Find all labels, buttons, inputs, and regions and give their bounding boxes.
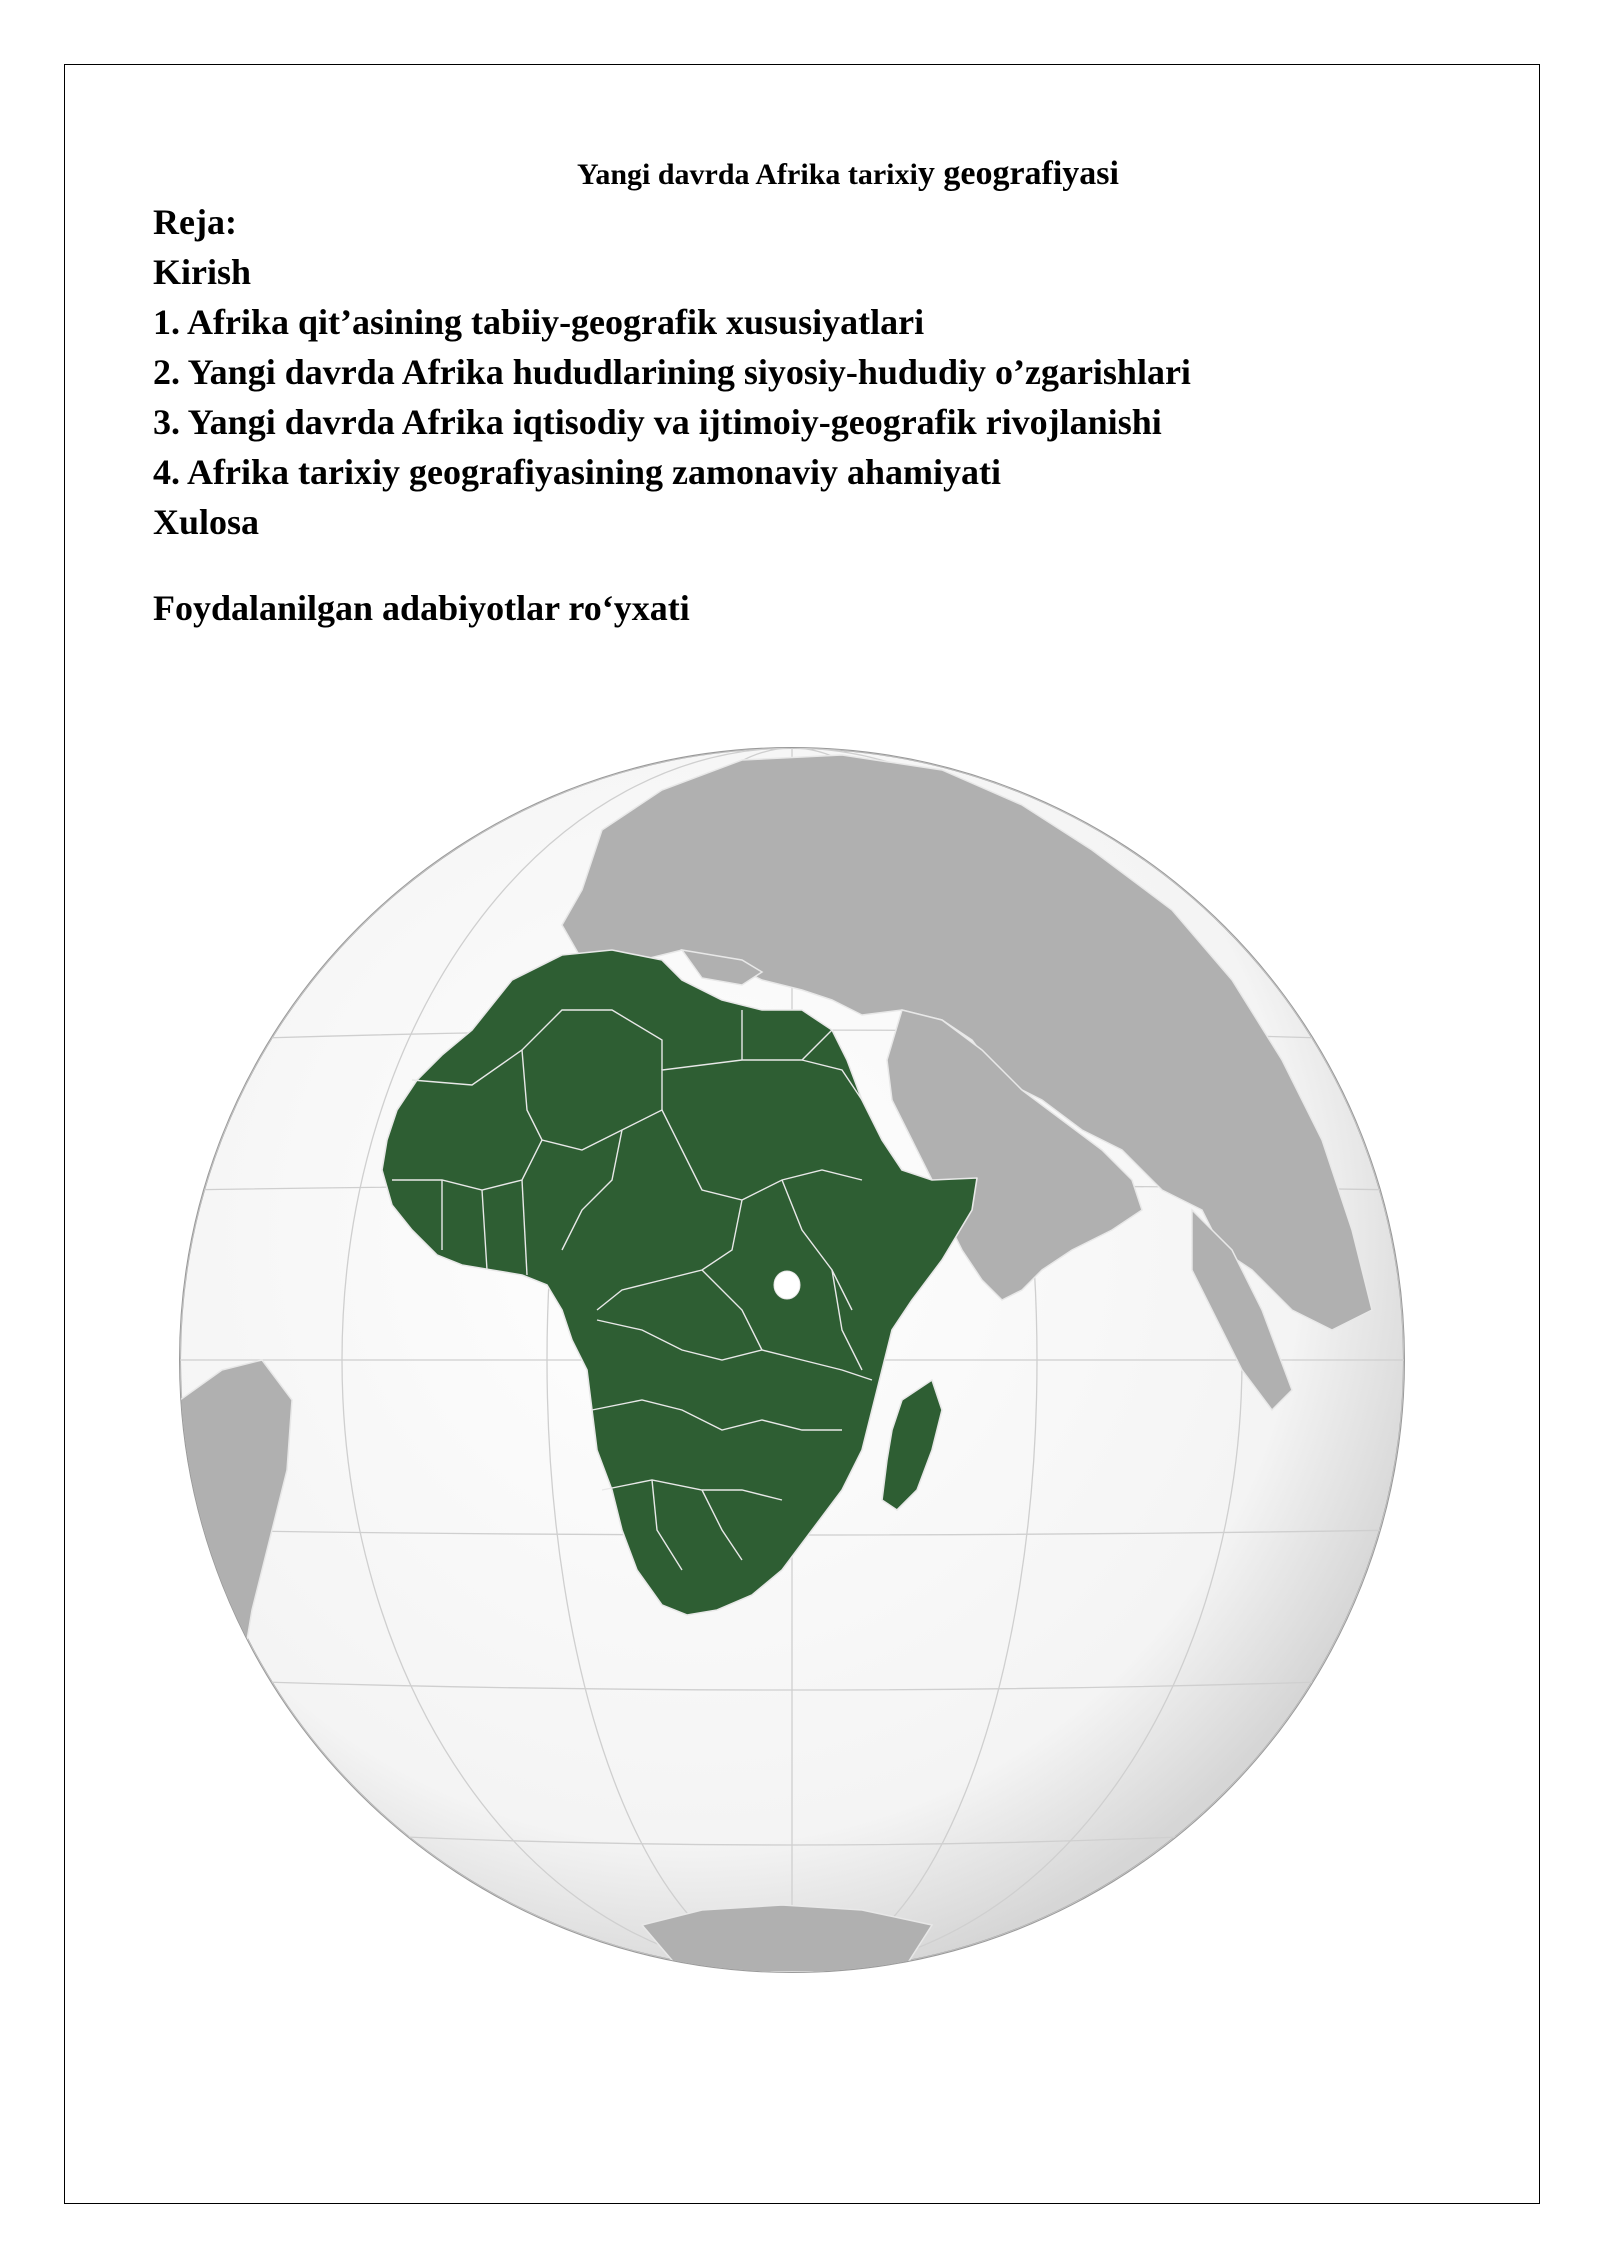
plan-item-4: 4. Afrika tarixiy geografiyasining zamonaviy ahamiyati <box>153 452 1001 492</box>
plan-item-conclusion: Xulosa <box>153 502 260 542</box>
plan-heading: Reja: <box>153 202 237 242</box>
plan-item-references: Foydalanilgan adabiyotlar ro‘yxati <box>153 588 690 628</box>
plan-item-1: 1. Afrika qit’asining tabiiy-geografik xususiyatlari <box>153 302 925 342</box>
africa-globe-map <box>142 710 1442 2010</box>
document-title <box>65 155 1541 193</box>
title-main: Yangi davrda Afrika tarixi <box>577 158 918 191</box>
plan-list <box>153 197 1191 633</box>
title-tail: y geografiyasi <box>917 155 1119 192</box>
lake-victoria <box>774 1271 800 1299</box>
plan-item-3: 3. Yangi davrda Afrika iqtisodiy va ijtimoiy-geografik rivojlanishi <box>153 402 1162 442</box>
plan-item-2: 2. Yangi davrda Afrika hududlarining siyosiy-hududiy o’zgarishlari <box>153 352 1191 392</box>
plan-item-introduction: Kirish <box>153 252 252 292</box>
